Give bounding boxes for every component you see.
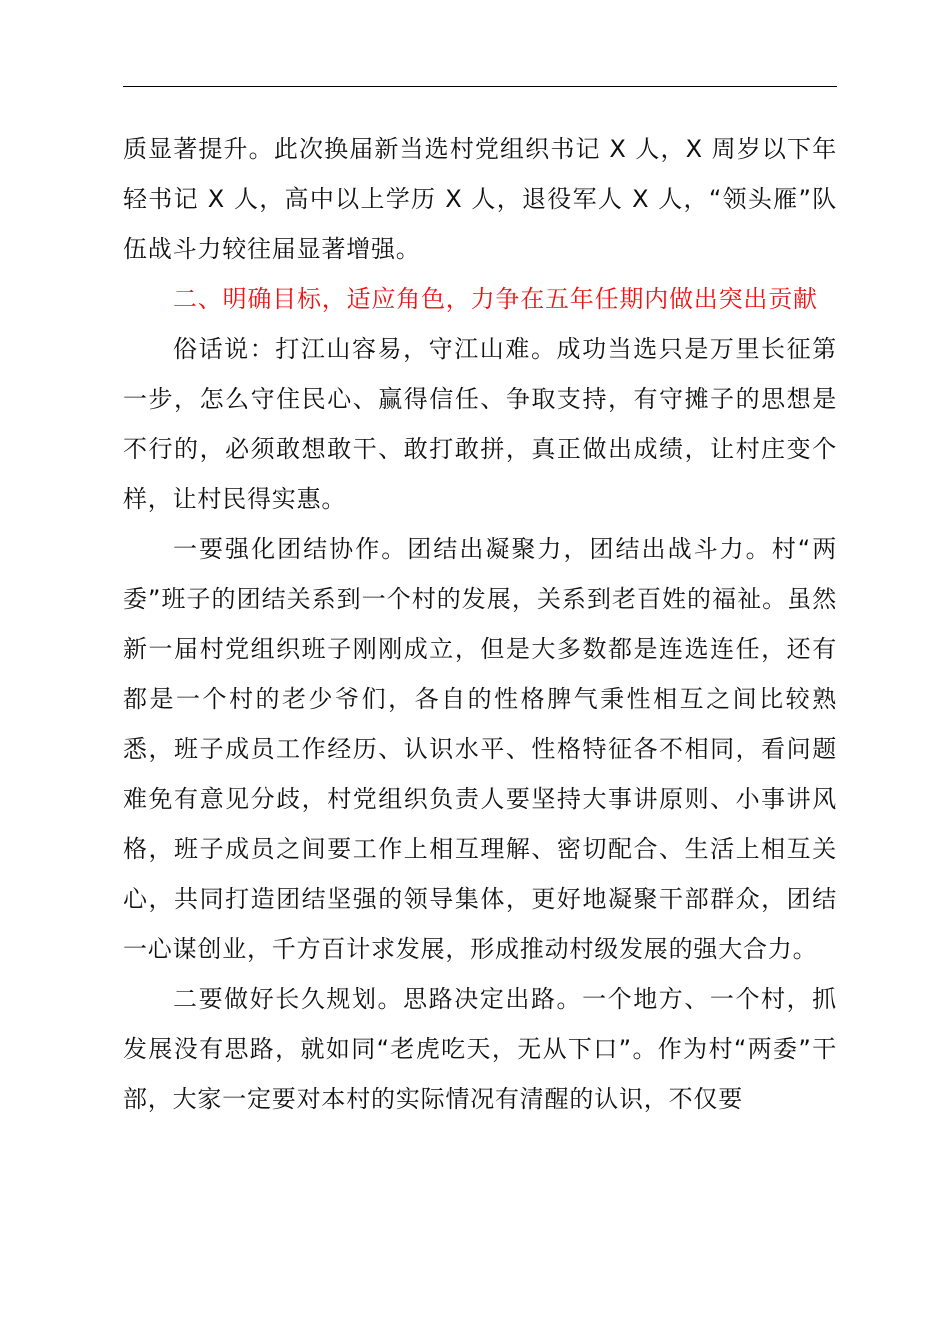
- section-heading: 二、明确目标，适应角色，力争在五年任期内做出突出贡献: [173, 285, 818, 313]
- header-rule: [123, 86, 837, 87]
- paragraph-unity: 一要强化团结协作。团结出凝聚力，团结出战斗力。村“两委”班子的团结关系到一个村的发展，关系到老百姓的福祉。虽然新一届村党组织班子刚刚成立，但是大多数都是连选连任，还有都是一个村的老少爷们，各自的性格脾气秉性相互之间比较熟悉，班子成员工作经历、认识水平、性格特征各不相同，看问题难免有意见分歧，村党组织负责人要坚持大事讲原则、小事讲风格，班子成员之间要工作上相互理解、密切配合、生活上相互关心，共同打造团结坚强的领导集体，更好地凝聚干部群众，团结一心谋创业，千方百计求发展，形成推动村级发展的强大合力。: [123, 535, 837, 963]
- document-body: [123, 124, 837, 1124]
- paragraph-continuation: 质显著提升。此次换届新当选村党组织书记 X 人，X 周岁以下年轻书记 X 人，高中以上学历 X 人，退役军人 X 人，“领头雁”队伍战斗力较往届显著增强。: [123, 135, 837, 263]
- paragraph-intro: 俗话说：打江山容易，守江山难。成功当选只是万里长征第一步，怎么守住民心、赢得信任、争取支持，有守摊子的思想是不行的，必须敢想敢干、敢打敢拼，真正做出成绩，让村庄变个样，让村民得实惠。: [123, 335, 837, 513]
- paragraph-planning: 二要做好长久规划。思路决定出路。一个地方、一个村，抓发展没有思路，就如同“老虎吃天，无从下口”。作为村“两委”干部，大家一定要对本村的实际情况有清醒的认识，不仅要: [123, 985, 837, 1113]
